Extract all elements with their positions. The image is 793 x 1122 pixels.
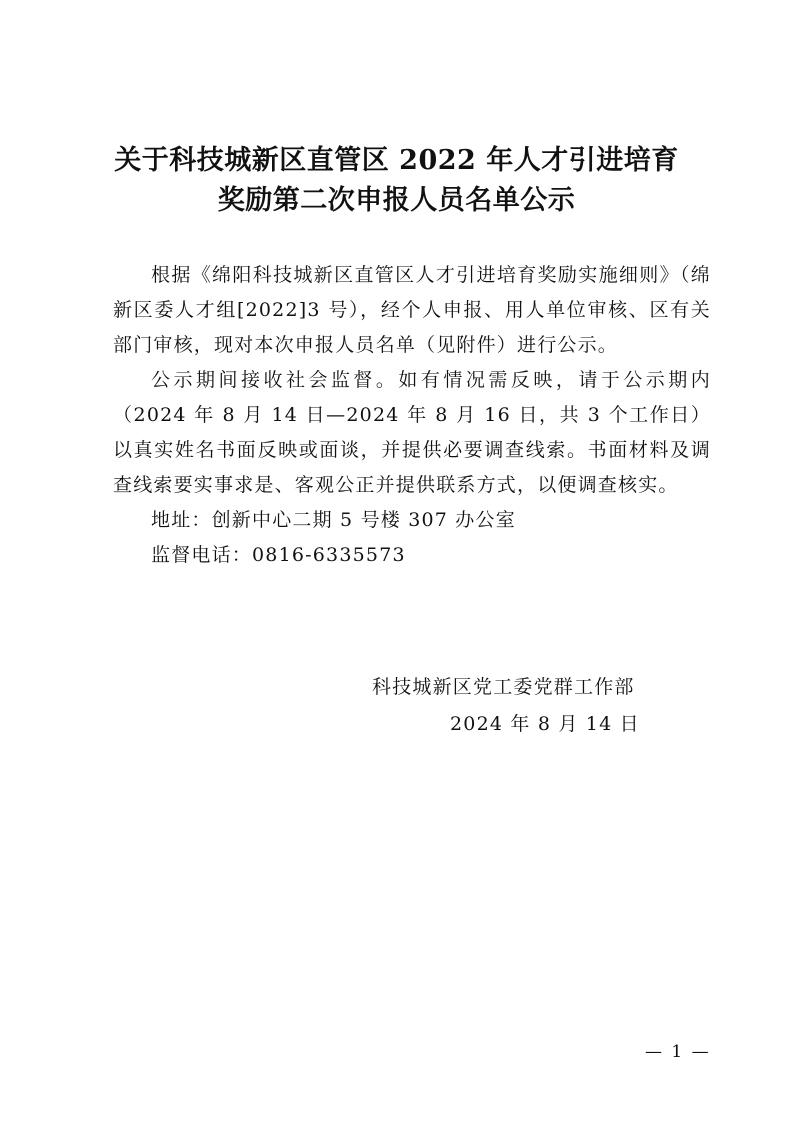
signature-block	[372, 669, 640, 743]
document-title	[0, 141, 793, 221]
paragraph-phone: 监督电话：0816-6335573	[151, 544, 406, 566]
page-number: — 1 —	[645, 1042, 711, 1062]
paragraph-basis: 根据《绵阳科技城新区直管区人才引进培育奖励实施细则》（绵新区委人才组[2022]3 号），经个人申报、用人单位审核、区有关部门审核，现对本次申报人员名单（见附件）进行公示。	[113, 264, 711, 356]
document-title-line-1: 关于科技城新区直管区 2022 年人才引进培育	[114, 145, 679, 176]
document-title-line-2: 奖励第二次申报人员名单公示	[217, 185, 576, 216]
paragraph-supervision: 公示期间接收社会监督。如有情况需反映，请于公示期内（2024 年 8 月 14 日—2024 年 8 月 16 日，共 3 个工作日）以真实姓名书面反映或面谈，并提供必要调查线索。书面材料及调查线索要实事求是、客观公正并提供联系方式，以便调查核实。	[113, 369, 711, 496]
signature-organization: 科技城新区党工委党群工作部	[372, 676, 635, 698]
document-body	[113, 258, 711, 573]
paragraph-address: 地址：创新中心二期 5 号楼 307 办公室	[151, 509, 516, 531]
signature-date: 2024 年 8 月 14 日	[450, 713, 640, 735]
